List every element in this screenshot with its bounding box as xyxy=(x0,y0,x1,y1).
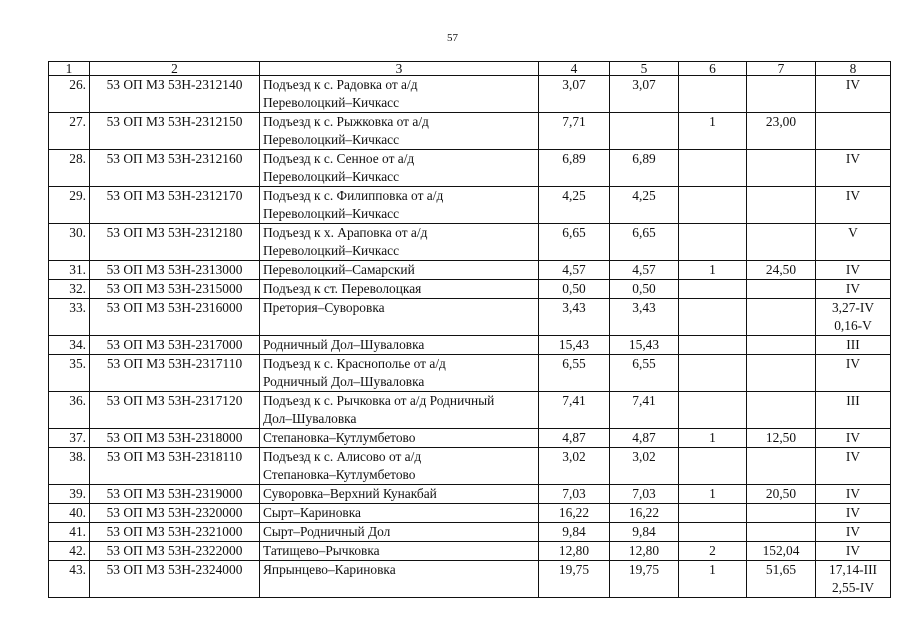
length-total: 6,65 xyxy=(539,224,610,261)
length-paved: 3,43 xyxy=(610,299,679,336)
header-cell: 1 xyxy=(49,62,90,76)
length-paved: 6,89 xyxy=(610,150,679,187)
table-row xyxy=(49,299,891,336)
length-paved: 12,80 xyxy=(610,542,679,561)
row-number: 38. xyxy=(49,448,90,485)
road-category: IV xyxy=(816,280,891,299)
length-paved: 15,43 xyxy=(610,336,679,355)
bridge-count xyxy=(679,224,747,261)
road-category: V xyxy=(816,224,891,261)
road-name: Подъезд к с. Радовка от а/д Переволоцкий–Кичкасс xyxy=(260,76,539,113)
length-paved: 4,25 xyxy=(610,187,679,224)
road-category: IV xyxy=(816,448,891,485)
road-code: 53 ОП МЗ 53Н-2315000 xyxy=(90,280,260,299)
length-total: 3,02 xyxy=(539,448,610,485)
row-number: 32. xyxy=(49,280,90,299)
road-name: Сырт–Кариновка xyxy=(260,504,539,523)
header-cell: 2 xyxy=(90,62,260,76)
bridge-length xyxy=(747,187,816,224)
row-number: 35. xyxy=(49,355,90,392)
road-category: IV xyxy=(816,542,891,561)
length-total: 7,41 xyxy=(539,392,610,429)
road-code: 53 ОП МЗ 53Н-2318110 xyxy=(90,448,260,485)
length-paved: 0,50 xyxy=(610,280,679,299)
header-cell: 8 xyxy=(816,62,891,76)
bridge-count xyxy=(679,150,747,187)
bridge-count xyxy=(679,187,747,224)
bridge-length xyxy=(747,299,816,336)
length-total: 3,43 xyxy=(539,299,610,336)
road-category: IV xyxy=(816,523,891,542)
length-paved: 9,84 xyxy=(610,523,679,542)
road-name: Подъезд к с. Филипповка от а/д Переволоцкий–Кичкасс xyxy=(260,187,539,224)
road-code: 53 ОП МЗ 53Н-2324000 xyxy=(90,561,260,598)
road-name: Подъезд к с. Рычковка от а/д Родничный Дол–Шуваловка xyxy=(260,392,539,429)
table-row xyxy=(49,504,891,523)
header-cell: 5 xyxy=(610,62,679,76)
table-row xyxy=(49,392,891,429)
table-row xyxy=(49,76,891,113)
length-paved: 4,57 xyxy=(610,261,679,280)
length-total: 4,87 xyxy=(539,429,610,448)
road-name: Подъезд к ст. Переволоцкая xyxy=(260,280,539,299)
length-paved: 7,41 xyxy=(610,392,679,429)
road-code: 53 ОП МЗ 53Н-2318000 xyxy=(90,429,260,448)
length-paved: 3,07 xyxy=(610,76,679,113)
road-category: IV xyxy=(816,504,891,523)
length-paved: 19,75 xyxy=(610,561,679,598)
bridge-count xyxy=(679,448,747,485)
road-name: Сырт–Родничный Дол xyxy=(260,523,539,542)
table-row xyxy=(49,561,891,598)
road-name: Подъезд к с. Рыжковка от а/д Переволоцкий–Кичкасс xyxy=(260,113,539,150)
road-category: IV xyxy=(816,355,891,392)
bridge-length: 12,50 xyxy=(747,429,816,448)
road-name: Япрынцево–Кариновка xyxy=(260,561,539,598)
road-code: 53 ОП МЗ 53Н-2317000 xyxy=(90,336,260,355)
row-number: 26. xyxy=(49,76,90,113)
table-row xyxy=(49,542,891,561)
length-total: 4,57 xyxy=(539,261,610,280)
bridge-count xyxy=(679,523,747,542)
length-total: 12,80 xyxy=(539,542,610,561)
bridge-length xyxy=(747,76,816,113)
bridge-length xyxy=(747,336,816,355)
bridge-count: 1 xyxy=(679,561,747,598)
table-row xyxy=(49,448,891,485)
table-row xyxy=(49,150,891,187)
road-category: 3,27-IV 0,16-V xyxy=(816,299,891,336)
road-category: IV xyxy=(816,485,891,504)
road-register-table xyxy=(48,61,891,598)
table-row xyxy=(49,336,891,355)
table-header-row xyxy=(49,62,891,76)
length-total: 9,84 xyxy=(539,523,610,542)
bridge-length xyxy=(747,504,816,523)
length-paved: 7,03 xyxy=(610,485,679,504)
row-number: 27. xyxy=(49,113,90,150)
table-row xyxy=(49,261,891,280)
bridge-count xyxy=(679,280,747,299)
road-category: III xyxy=(816,336,891,355)
bridge-count: 1 xyxy=(679,113,747,150)
road-name: Родничный Дол–Шуваловка xyxy=(260,336,539,355)
length-total: 0,50 xyxy=(539,280,610,299)
road-code: 53 ОП МЗ 53Н-2313000 xyxy=(90,261,260,280)
bridge-count: 2 xyxy=(679,542,747,561)
page-number: 57 xyxy=(447,32,458,44)
bridge-count xyxy=(679,504,747,523)
header-cell: 3 xyxy=(260,62,539,76)
row-number: 28. xyxy=(49,150,90,187)
table-row xyxy=(49,280,891,299)
row-number: 31. xyxy=(49,261,90,280)
length-paved: 16,22 xyxy=(610,504,679,523)
road-category xyxy=(816,113,891,150)
bridge-count: 1 xyxy=(679,429,747,448)
row-number: 39. xyxy=(49,485,90,504)
road-name: Суворовка–Верхний Кунакбай xyxy=(260,485,539,504)
row-number: 34. xyxy=(49,336,90,355)
road-code: 53 ОП МЗ 53Н-2322000 xyxy=(90,542,260,561)
length-total: 16,22 xyxy=(539,504,610,523)
length-paved: 6,65 xyxy=(610,224,679,261)
length-total: 4,25 xyxy=(539,187,610,224)
bridge-length: 51,65 xyxy=(747,561,816,598)
bridge-length xyxy=(747,280,816,299)
bridge-length: 23,00 xyxy=(747,113,816,150)
row-number: 30. xyxy=(49,224,90,261)
bridge-count xyxy=(679,336,747,355)
header-cell: 6 xyxy=(679,62,747,76)
road-code: 53 ОП МЗ 53Н-2317120 xyxy=(90,392,260,429)
table-row xyxy=(49,429,891,448)
bridge-length xyxy=(747,392,816,429)
road-name: Подъезд к с. Алисово от а/д Степановка–Кутлумбетово xyxy=(260,448,539,485)
bridge-length xyxy=(747,523,816,542)
road-category: IV xyxy=(816,429,891,448)
road-code: 53 ОП МЗ 53Н-2312170 xyxy=(90,187,260,224)
road-category: 17,14-III 2,55-IV xyxy=(816,561,891,598)
road-category: IV xyxy=(816,76,891,113)
bridge-count: 1 xyxy=(679,261,747,280)
road-code: 53 ОП МЗ 53Н-2320000 xyxy=(90,504,260,523)
road-code: 53 ОП МЗ 53Н-2312150 xyxy=(90,113,260,150)
road-category: IV xyxy=(816,150,891,187)
bridge-count xyxy=(679,392,747,429)
header-cell: 4 xyxy=(539,62,610,76)
length-total: 19,75 xyxy=(539,561,610,598)
road-name: Переволоцкий–Самарский xyxy=(260,261,539,280)
row-number: 41. xyxy=(49,523,90,542)
road-name: Татищево–Рычковка xyxy=(260,542,539,561)
bridge-length: 24,50 xyxy=(747,261,816,280)
bridge-length xyxy=(747,150,816,187)
road-name: Претория–Суворовка xyxy=(260,299,539,336)
table-row xyxy=(49,113,891,150)
road-name: Степановка–Кутлумбетово xyxy=(260,429,539,448)
table-row xyxy=(49,355,891,392)
length-total: 6,89 xyxy=(539,150,610,187)
bridge-length xyxy=(747,355,816,392)
bridge-length xyxy=(747,448,816,485)
length-paved: 6,55 xyxy=(610,355,679,392)
row-number: 42. xyxy=(49,542,90,561)
length-paved: 4,87 xyxy=(610,429,679,448)
length-total: 3,07 xyxy=(539,76,610,113)
row-number: 36. xyxy=(49,392,90,429)
bridge-length: 20,50 xyxy=(747,485,816,504)
table-row xyxy=(49,523,891,542)
bridge-length xyxy=(747,224,816,261)
road-code: 53 ОП МЗ 53Н-2319000 xyxy=(90,485,260,504)
road-code: 53 ОП МЗ 53Н-2317110 xyxy=(90,355,260,392)
length-paved xyxy=(610,113,679,150)
length-total: 7,03 xyxy=(539,485,610,504)
road-name: Подъезд к с. Краснополье от а/д Родничный Дол–Шуваловка xyxy=(260,355,539,392)
row-number: 43. xyxy=(49,561,90,598)
row-number: 33. xyxy=(49,299,90,336)
road-name: Подъезд к с. Сенное от а/д Переволоцкий–Кичкасс xyxy=(260,150,539,187)
road-code: 53 ОП МЗ 53Н-2312140 xyxy=(90,76,260,113)
bridge-count xyxy=(679,76,747,113)
length-total: 7,71 xyxy=(539,113,610,150)
length-paved: 3,02 xyxy=(610,448,679,485)
table-row xyxy=(49,224,891,261)
road-category: IV xyxy=(816,261,891,280)
length-total: 6,55 xyxy=(539,355,610,392)
bridge-count xyxy=(679,355,747,392)
bridge-length: 152,04 xyxy=(747,542,816,561)
row-number: 29. xyxy=(49,187,90,224)
row-number: 37. xyxy=(49,429,90,448)
road-category: IV xyxy=(816,187,891,224)
road-category: III xyxy=(816,392,891,429)
road-code: 53 ОП МЗ 53Н-2316000 xyxy=(90,299,260,336)
road-code: 53 ОП МЗ 53Н-2312160 xyxy=(90,150,260,187)
bridge-count xyxy=(679,299,747,336)
road-name: Подъезд к х. Араповка от а/д Переволоцкий–Кичкасс xyxy=(260,224,539,261)
length-total: 15,43 xyxy=(539,336,610,355)
bridge-count: 1 xyxy=(679,485,747,504)
header-cell: 7 xyxy=(747,62,816,76)
road-code: 53 ОП МЗ 53Н-2321000 xyxy=(90,523,260,542)
row-number: 40. xyxy=(49,504,90,523)
table-row xyxy=(49,187,891,224)
table-row xyxy=(49,485,891,504)
road-code: 53 ОП МЗ 53Н-2312180 xyxy=(90,224,260,261)
